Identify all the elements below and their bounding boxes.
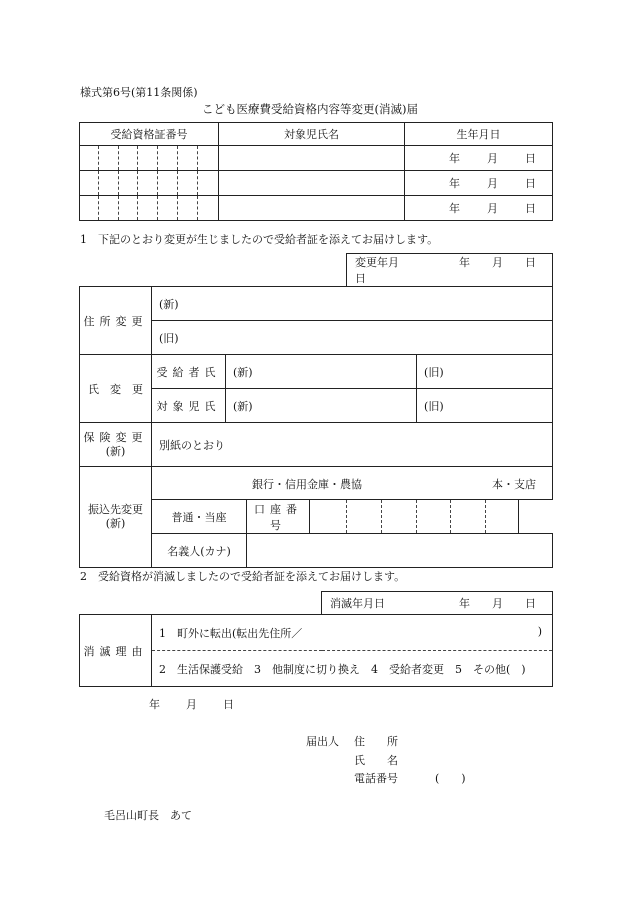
account-number-label: 口座番号 [247, 500, 310, 534]
transfer-change-cell [80, 467, 152, 568]
account-type[interactable]: 普通・当座 [152, 500, 247, 534]
change-table [79, 253, 553, 568]
form-title: こども医療費受給資格内容等変更(消滅)届 [202, 102, 418, 116]
month-label: 月 [487, 202, 499, 215]
year-label: 年 [149, 698, 160, 711]
day-label: 日 [525, 177, 537, 190]
loss-date-label: 消滅年月日 [330, 597, 385, 610]
transfer-change-sub: (新) [105, 517, 126, 530]
name-label: 氏 名 [354, 754, 398, 767]
transfer-change-label: 振込先変更 [88, 503, 143, 516]
cert-digit[interactable] [119, 196, 138, 221]
cert-digit[interactable] [119, 146, 138, 171]
day-label: 日 [525, 597, 536, 610]
day-label: 日 [223, 698, 234, 711]
table-row [80, 196, 553, 221]
reason-line2: 2 生活保護受給 3 他制度に切り換え 4 受給者変更 5 その他( ) [159, 662, 526, 676]
section2-heading: 2 受給資格が消滅しましたので受給者証を添えてお届けします。 [80, 570, 406, 583]
birthdate-field[interactable] [405, 146, 553, 171]
cert-digit[interactable] [158, 171, 178, 196]
child-name-field[interactable] [219, 196, 405, 221]
insurance-change-label: 保険変更 [83, 430, 148, 444]
recipient-new-name-field[interactable] [226, 355, 417, 389]
month-label: 月 [487, 177, 499, 190]
cert-digit[interactable] [198, 196, 219, 221]
day-label: 日 [525, 152, 537, 165]
insurance-value: 別紙のとおり [159, 438, 225, 452]
child-old-name-field[interactable] [417, 389, 553, 423]
cert-digit[interactable] [80, 196, 99, 221]
submit-date [149, 696, 234, 712]
child-name-field[interactable] [219, 146, 405, 171]
new-label: (新) [233, 365, 253, 379]
col-child-name: 対象児氏名 [219, 123, 405, 146]
month-label: 月 [186, 698, 197, 711]
cert-digit[interactable] [99, 146, 119, 171]
address-change-label: 住所変更 [80, 287, 152, 355]
month-label: 月 [487, 152, 499, 165]
child-new-name-field[interactable] [226, 389, 417, 423]
cert-digit[interactable] [198, 146, 219, 171]
child-name-field[interactable] [219, 171, 405, 196]
bank-types: 銀行・信用金庫・農協 [252, 478, 362, 491]
insurance-change-sub: (新) [105, 444, 126, 458]
birthdate-field[interactable] [405, 196, 553, 221]
blank-cell [80, 254, 347, 287]
recipient-name-label: 受給者氏 [152, 355, 226, 389]
loss-date-field[interactable] [322, 592, 553, 615]
cert-digit[interactable] [80, 146, 99, 171]
new-address-field[interactable] [152, 287, 553, 321]
reason-option-1[interactable] [152, 615, 553, 651]
child-info-table [79, 122, 553, 221]
phone-label: 電話番号 [354, 772, 398, 785]
cert-digit[interactable] [99, 171, 119, 196]
account-digit[interactable] [451, 500, 486, 534]
blank-cell [80, 592, 322, 615]
cert-digit[interactable] [80, 171, 99, 196]
cert-digit[interactable] [178, 146, 198, 171]
cert-digit[interactable] [158, 146, 178, 171]
year-label: 年 [449, 202, 461, 215]
cert-digit[interactable] [138, 146, 158, 171]
account-digit[interactable] [382, 500, 417, 534]
day-label: 日 [525, 202, 537, 215]
reason-line1-close: ) [537, 624, 542, 638]
name-change-label: 氏 変 更 [80, 355, 152, 423]
cert-digit[interactable] [198, 171, 219, 196]
account-holder-field[interactable] [247, 534, 553, 568]
account-digit[interactable] [486, 500, 519, 534]
form-number: 様式第6号(第11条関係) [80, 86, 198, 99]
account-digit[interactable] [347, 500, 382, 534]
cert-digit[interactable] [138, 171, 158, 196]
new-label: (新) [159, 297, 179, 311]
cert-digit[interactable] [138, 196, 158, 221]
child-name-label: 対象児氏 [152, 389, 226, 423]
submitter-label: 届出人 [306, 735, 339, 748]
month-label: 月 [492, 256, 504, 269]
insurance-change-cell [80, 423, 152, 467]
day-label: 日 [525, 256, 537, 269]
col-birthdate: 生年月日 [405, 123, 553, 146]
insurance-field[interactable] [152, 423, 553, 467]
year-label: 年 [449, 177, 461, 190]
old-label: (旧) [159, 331, 179, 345]
year-label: 年 [449, 152, 461, 165]
bank-field[interactable] [152, 467, 553, 500]
change-date-field[interactable] [347, 254, 553, 287]
cert-digit[interactable] [119, 171, 138, 196]
cert-digit[interactable] [178, 171, 198, 196]
reason-line1: 1 町外に転出(転出先住所／ [159, 626, 303, 640]
old-label: (旧) [424, 365, 444, 379]
month-label: 月 [492, 597, 503, 610]
phone-parens: ( ) [435, 772, 466, 785]
new-label: (新) [233, 399, 253, 413]
reason-options-2-5[interactable] [152, 651, 553, 687]
old-address-field[interactable] [152, 321, 553, 355]
birthdate-field[interactable] [405, 171, 553, 196]
section1-heading: 1 下記のとおり変更が生じましたので受給者証を添えてお届けします。 [80, 233, 439, 246]
cert-digit[interactable] [158, 196, 178, 221]
cert-digit[interactable] [99, 196, 119, 221]
recipient-old-name-field[interactable] [417, 355, 553, 389]
account-digit[interactable] [417, 500, 451, 534]
reason-label: 消滅理由 [80, 615, 152, 687]
table-row [80, 146, 553, 171]
loss-table [79, 591, 553, 687]
account-digit[interactable] [310, 500, 347, 534]
addressee: 毛呂山町長 あて [104, 809, 192, 822]
table-row [80, 171, 553, 196]
account-holder-label: 名義人(カナ) [152, 534, 247, 568]
col-cert-number: 受給資格証番号 [80, 123, 219, 146]
old-label: (旧) [424, 399, 444, 413]
year-label: 年 [459, 597, 470, 610]
address-label: 住 所 [354, 735, 398, 748]
change-date-label: 変更年月日 [355, 256, 400, 285]
year-label: 年 [459, 256, 471, 269]
branch-types: 本・支店 [492, 478, 537, 491]
cert-digit[interactable] [178, 196, 198, 221]
